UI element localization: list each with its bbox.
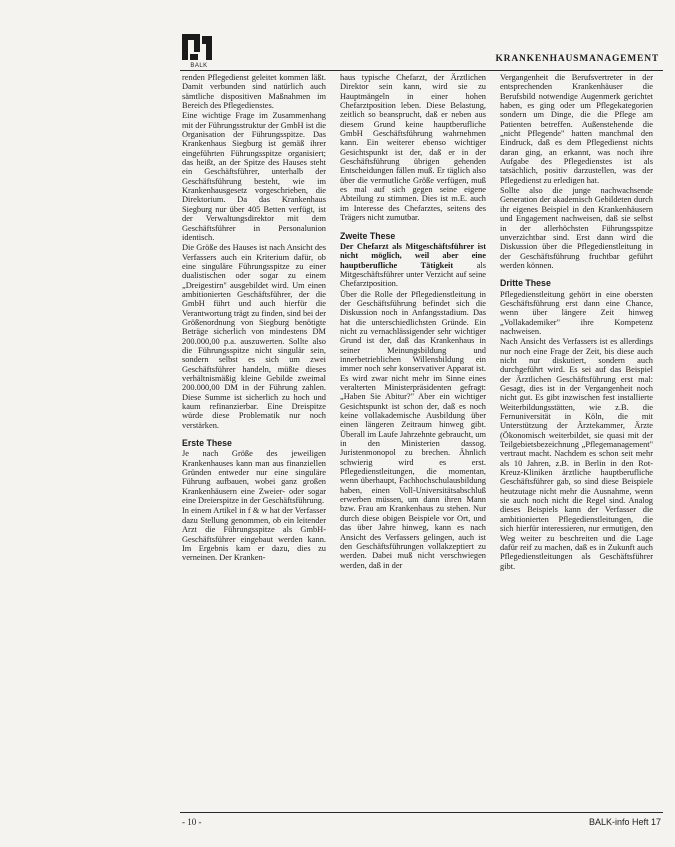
column-1 [182,73,326,815]
paragraph: In einem Artikel in f & w hat der Verfasser dazu Stellung genommen, ob ein leitender Arzt die Führungsspitze als GmbH-Geschäftsführer eingebaut werden kann. Im Ergebnis kam er dazu, dies zu verneinen. Der Kranken- [182,506,326,563]
section-title: KRANKENHAUSMANAGEMENT [495,54,659,64]
paragraph: haus typische Chefarzt, der Ärztlichen Direktor sein kann, wird sie zu Hauptmängeln in einer hohen Chefarztposition leben. Diese Belastung, zeitlich so beansprucht, daß er neben aus diesem Grund keine hauptberufliche GmbH Geschäftsführung wahrnehmen kann. Ein weiterer ebenso wichtiger Gesichtspunkt ist der, daß er in der Geschäftsführung übrigen gehenden Entscheidungen fällen muß. Er täglich also über die vermutliche Größe verfügen, muß es mal auf sich gegen seine eigene Abteilung zu stimmen. Dies ist m.E. auch im Interesse des Chefarztes, seitens des Trägers nicht zumutbar. [340,73,486,223]
column-3 [500,73,653,815]
paragraph: Pflegedienstleitung gehört in eine obersten Geschäftsführung erst dann eine Chance, wenn über längere Zeit hinweg „Vollakademiker" ihre Kompetenz nachweisen. [500,289,653,336]
header-rule [180,70,663,71]
thesis-emphasis: eine hauptberufliche Tätigkeit [340,251,486,270]
paragraph: Die Größe des Hauses ist nach Ansicht des Verfassers auch ein Kriterium dafür, ob eine singuläre Führungsspitze zu einer dualistischen oder sogar zu einem „Dreigestirn" ausgebildet wird. Um einen ambitionierten Geschäftsführer, der die GmbH führt und auch hierfür die Verantwortung trägt zu finden, sind bei der Größenordnung von Siegburg benötigte Beträge sicherlich von mindestens DM 200.000,00 p.a. auszuwerten. Sollte also die Führungsspitze nicht singulär sein, sondern selbst es sich um zwei Geschäftsführer handeln, müßte dieses verhältnismäßig kleine Gebilde zweimal 200.000,00 DM in der Führung zahlen. Diese Summe ist sicherlich zu hoch und kaum refinanzierbar. Eine Dreispitze würde diese Problematik nur noch verstärken. [182,243,326,430]
heading-dritte-these: Dritte These [500,278,551,289]
logo-text: BALK [190,63,208,69]
paragraph: Vergangenheit die Berufsvertreter in der entsprechenden Krankenhäuser die Berufsbild notwendige Augenmerk gerichtet haben, es ging oder um Pflegekategorien sondern um Dinge, die die Pflege am Patienten betreffen. Außenstehende die „nicht Pflegende" hatten manchmal den Eindruck, daß es dem Pflegedienst nichts daran ging, an erkannt, was noch ihre Aufgabe des Pflegedienstes ist als tatsächlich, positiv darzustellen, was der Pflegedienst zu erledigen hat. [500,73,653,185]
column-2 [340,73,486,815]
paragraph: renden Pflegedienst geleitet kommen läßt. Damit verbunden sind natürlich auch sämtliche dispositiven Maßnahmen im Bereich des Pflegedienstes. [182,73,326,111]
paragraph: Nach Ansicht des Verfassers ist es allerdings nur noch eine Frage der Zeit, bis diese auch nicht nur diskutiert, sondern auch durchgeführt wird. Es sei auf das Beispiel der Ärztlichen Geschäftsführung erst mal: Gesagt, dies ist in der Vergangenheit noch nicht gut. Es gibt inzwischen fest installierte Weiterbildungsstätten, wie z.B. die Fernuniversität in Köln, die mit Unterstützung der Ärztekammer, Ärzte (Ökonomisch weiterbildet, sie quasi mit der Teilgebietsbezeichnung „Pflegemanagement" vertraut macht. Nachdem es schon seit mehr als 10 Jahren, z.B. in Berlin in den Rot-Kreuz-Kliniken ärztliche hauptberufliche Geschäftsführer gab, so sind diese Beispiele heutzutage nicht mehr die Ausnahme, wenn sie auch noch nicht die Regel sind. Analog dieses Beispiels kann der Verfasser die ambitionierten Pflegedienstleitungen, die sich hierfür interessieren, nur ermutigen, den Weg weiter zu beschreiten und die Lage dafür reif zu machen, daß es in Zukunft auch Pflegedienstleitungen als Geschäftsführer gibt. [500,337,653,571]
paragraph: Je nach Größe des jeweiligen Krankenhauses kann man aus finanziellen Gründen entweder nur eine singuläre Führung aufbauen, wobei ganz großen Krankenhäusern eine Zweier- oder sogar eine Dreierspitze in der Geschäftsführung. [182,449,326,506]
journal-issue: BALK-info Heft 17 [588,817,661,827]
footer-rule [180,812,663,813]
thesis-text-end: als Mitgeschäftsführer unter Verzicht auf seine Chefarztposition. [340,260,486,289]
paragraph: Eine wichtige Frage im Zusammenhang mit der Führungsstruktur der GmbH ist die Organisation der Führungsspitze. Das Krankenhaus Siegburg ist gemäß ihrer eingeführten Führungsspitze organisiert; das heißt, an der Spitze des Hauses steht ein Geschäftsführer, unterhalb der Geschäftsführung besteht, wie im Krankenhausgesetz vorgeschrieben, die Direktorium. Da das Krankenhaus Siegburg nur über 405 Betten verfügt, ist der Verwaltungsdirektor mit dem Geschäftsführer in Personalunion identisch. [182,111,326,242]
thesis-text: Der Chefarzt als Mitgeschäftsführer ist nicht möglich, weil aber [340,241,486,261]
heading-zweite-these: Zweite These [340,230,396,241]
thesis-paragraph [340,242,486,289]
paragraph: Über die Rolle der Pflegedienstleitung in der Geschäftsführung befindet sich die Diskussion noch in Anfangsstadium. Das hat die unterschiedlichsten Gründe. Ein nicht zu vernachlässigender sehr wichtiger Grund ist der, daß das Krankenhaus in seiner Meinungsbildung und innerbetrieblichen Willensbildung ein immer noch sehr konservativer Apparat ist. Es wird zwar nicht mehr im Sinne eines veralterten Ministerpräsidenten gefragt: „Haben Sie Abitur?" Aber ein wichtiger Gesichtspunkt ist schon der, daß es noch keine vollakademische Ausbildung über einen längeren Zeitraum hinweg gibt. Überall im Laufe Jahrzehnte gebraucht, um in den Ministerien dassog. Juristenmonopol zu brechen. Ähnlich schwierig wird es erst. Pflegedienstleitungen, die momentan, wenn überhaupt, Fachhochschulausbildung haben, einen Voll-Universitätsabschluß erwerben müssen, um dann ihren Mann bzw. Frau am Krankenhaus zu stehen. Nur durch diese obigen Beispiele vor Ort, und das über Jahre hinweg, kann es nach Ansicht des Verfassers gelingen, auch ist den Geschäftsführungen vollakzeptiert zu werden. Dabei muß nicht verschwiegen werden, daß in der [340,289,486,570]
heading-erste-these: Erste These [182,438,232,449]
paragraph: Sollte also die junge nachwachsende Generation der akademisch Gebildeten durch ihr eigenes Beispiel in den Krankenhäusern und Engagement nachweisen, daß sie selbst in der allerhöchsten Führungsspitze unverzichtbar sind. Erst dann wird die Diskussion über die Pflegedienstleitung in der Geschäftsführung fruchtbar geführt werden können. [500,186,653,270]
page-number: - 10 - [182,817,202,827]
